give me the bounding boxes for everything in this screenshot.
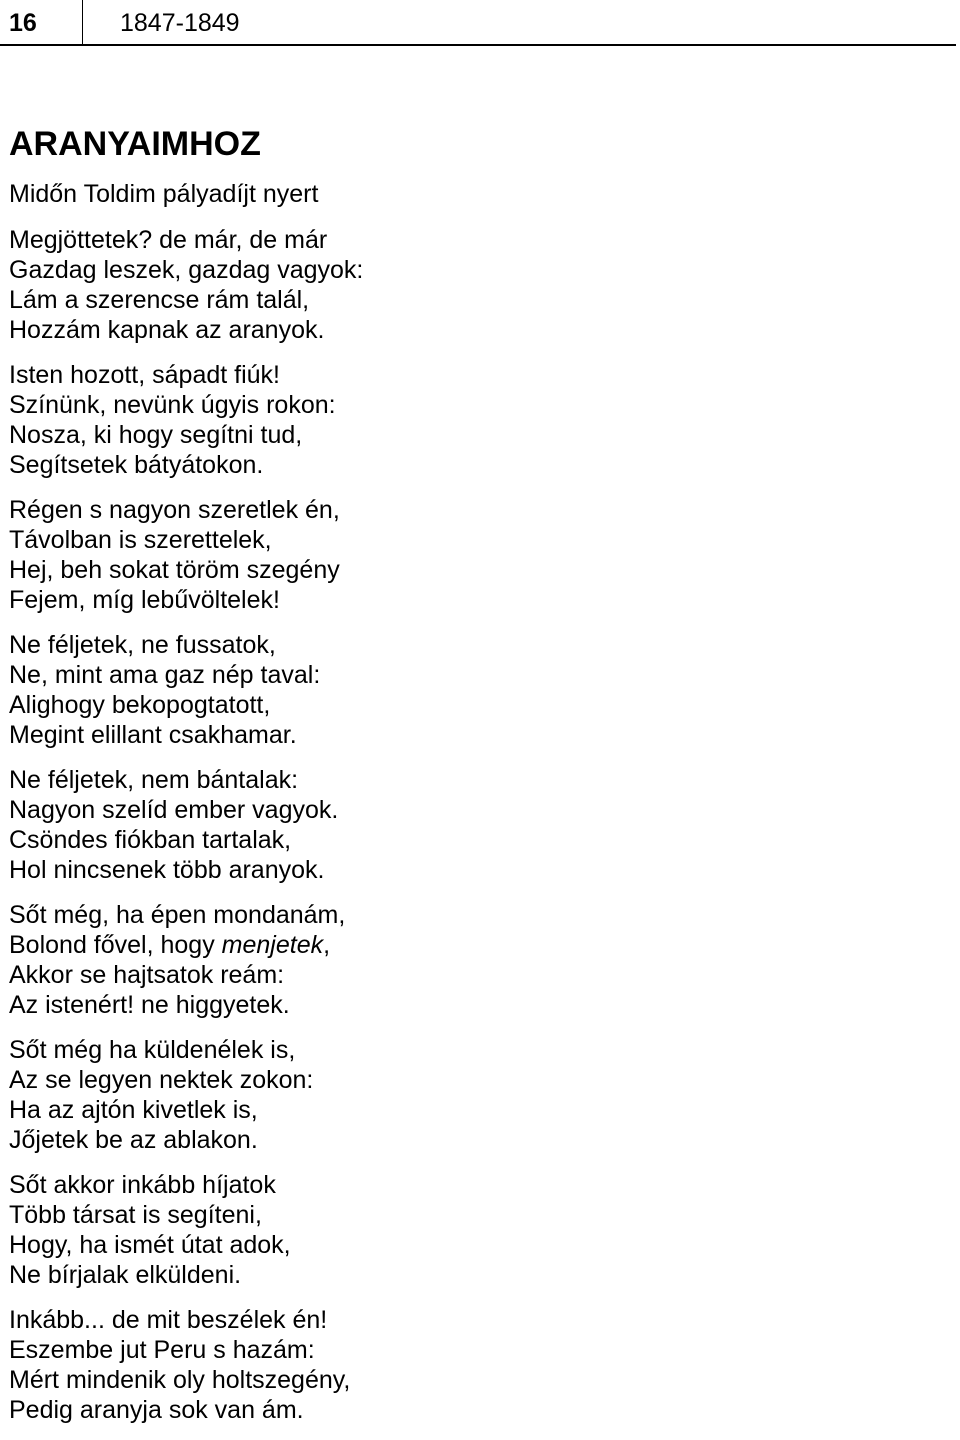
- stanza: [9, 1035, 949, 1155]
- page-number: 16: [9, 9, 37, 37]
- verse-line: Megjöttetek? de már, de már: [9, 226, 328, 254]
- poem-body: [9, 225, 949, 1440]
- verse-line: Eszembe jut Peru s hazám:: [9, 1336, 315, 1364]
- poem-subtitle: Midőn Toldim pályadíjt nyert: [9, 180, 319, 208]
- verse-line: Mért mindenik oly holtszegény,: [9, 1366, 351, 1394]
- verse-line: Nagyon szelíd ember vagyok.: [9, 796, 339, 824]
- verse-line: Isten hozott, sápadt fiúk!: [9, 361, 280, 389]
- verse-line: Több társat is segíteni,: [9, 1201, 262, 1229]
- emphasized-word: menjetek: [221, 931, 324, 959]
- verse-line: Megint elillant csakhamar.: [9, 721, 297, 749]
- verse-line: Ne féljetek, nem bántalak:: [9, 766, 299, 794]
- verse-line: Ne, mint ama gaz nép taval:: [9, 661, 321, 689]
- stanza: [9, 1170, 949, 1290]
- verse-line: Hol nincsenek több aranyok.: [9, 856, 325, 884]
- verse-line: Hozzám kapnak az aranyok.: [9, 316, 325, 344]
- verse-text: ,: [323, 931, 331, 959]
- poem-title: ARANYAIMHOZ: [9, 125, 261, 163]
- stanza: [9, 360, 949, 480]
- page-header: [0, 0, 956, 46]
- verse-text: Bolond fővel, hogy: [9, 931, 222, 959]
- verse-line: Gazdag leszek, gazdag vagyok:: [9, 256, 364, 284]
- verse-line: Fejem, míg lebűvöltelek!: [9, 586, 280, 614]
- verse-line: Sőt még, ha épen mondanám,: [9, 901, 346, 929]
- verse-line: Inkább... de mit beszélek én!: [9, 1306, 328, 1334]
- verse-line: Akkor se hajtsatok reám:: [9, 961, 285, 989]
- verse-line: Hej, beh sokat töröm szegény: [9, 556, 340, 584]
- verse-line: Sőt akkor inkább híjatok: [9, 1171, 276, 1199]
- stanza: [9, 495, 949, 615]
- verse-line: Csöndes fiókban tartalak,: [9, 826, 292, 854]
- running-head: 1847-1849: [120, 9, 240, 37]
- verse-line: Sőt még ha küldenélek is,: [9, 1036, 296, 1064]
- verse-line: Ne féljetek, ne fussatok,: [9, 631, 276, 659]
- verse-line: Pedig aranyja sok van ám.: [9, 1396, 304, 1424]
- verse-line: Ne bírjalak elküldeni.: [9, 1261, 242, 1289]
- verse-line: Az se legyen nektek zokon:: [9, 1066, 314, 1094]
- header-divider: [82, 0, 83, 44]
- verse-line: [9, 930, 949, 960]
- verse-line: Jőjetek be az ablakon.: [9, 1126, 258, 1154]
- verse-line: Az istenért! ne higgyetek.: [9, 991, 290, 1019]
- verse-line: Segítsetek bátyátokon.: [9, 451, 264, 479]
- verse-line: Ha az ajtón kivetlek is,: [9, 1096, 258, 1124]
- verse-line: Lám a szerencse rám talál,: [9, 286, 310, 314]
- stanza: [9, 225, 949, 345]
- stanza: [9, 900, 949, 1020]
- verse-line: Alighogy bekopogtatott,: [9, 691, 271, 719]
- verse-line: Színünk, nevünk úgyis rokon:: [9, 391, 336, 419]
- stanza: [9, 630, 949, 750]
- verse-line: Hogy, ha ismét útat adok,: [9, 1231, 291, 1259]
- stanza: [9, 1305, 949, 1425]
- verse-line: Régen s nagyon szeretlek én,: [9, 496, 340, 524]
- verse-line: Távolban is szerettelek,: [9, 526, 272, 554]
- verse-line: Nosza, ki hogy segítni tud,: [9, 421, 303, 449]
- stanza: [9, 765, 949, 885]
